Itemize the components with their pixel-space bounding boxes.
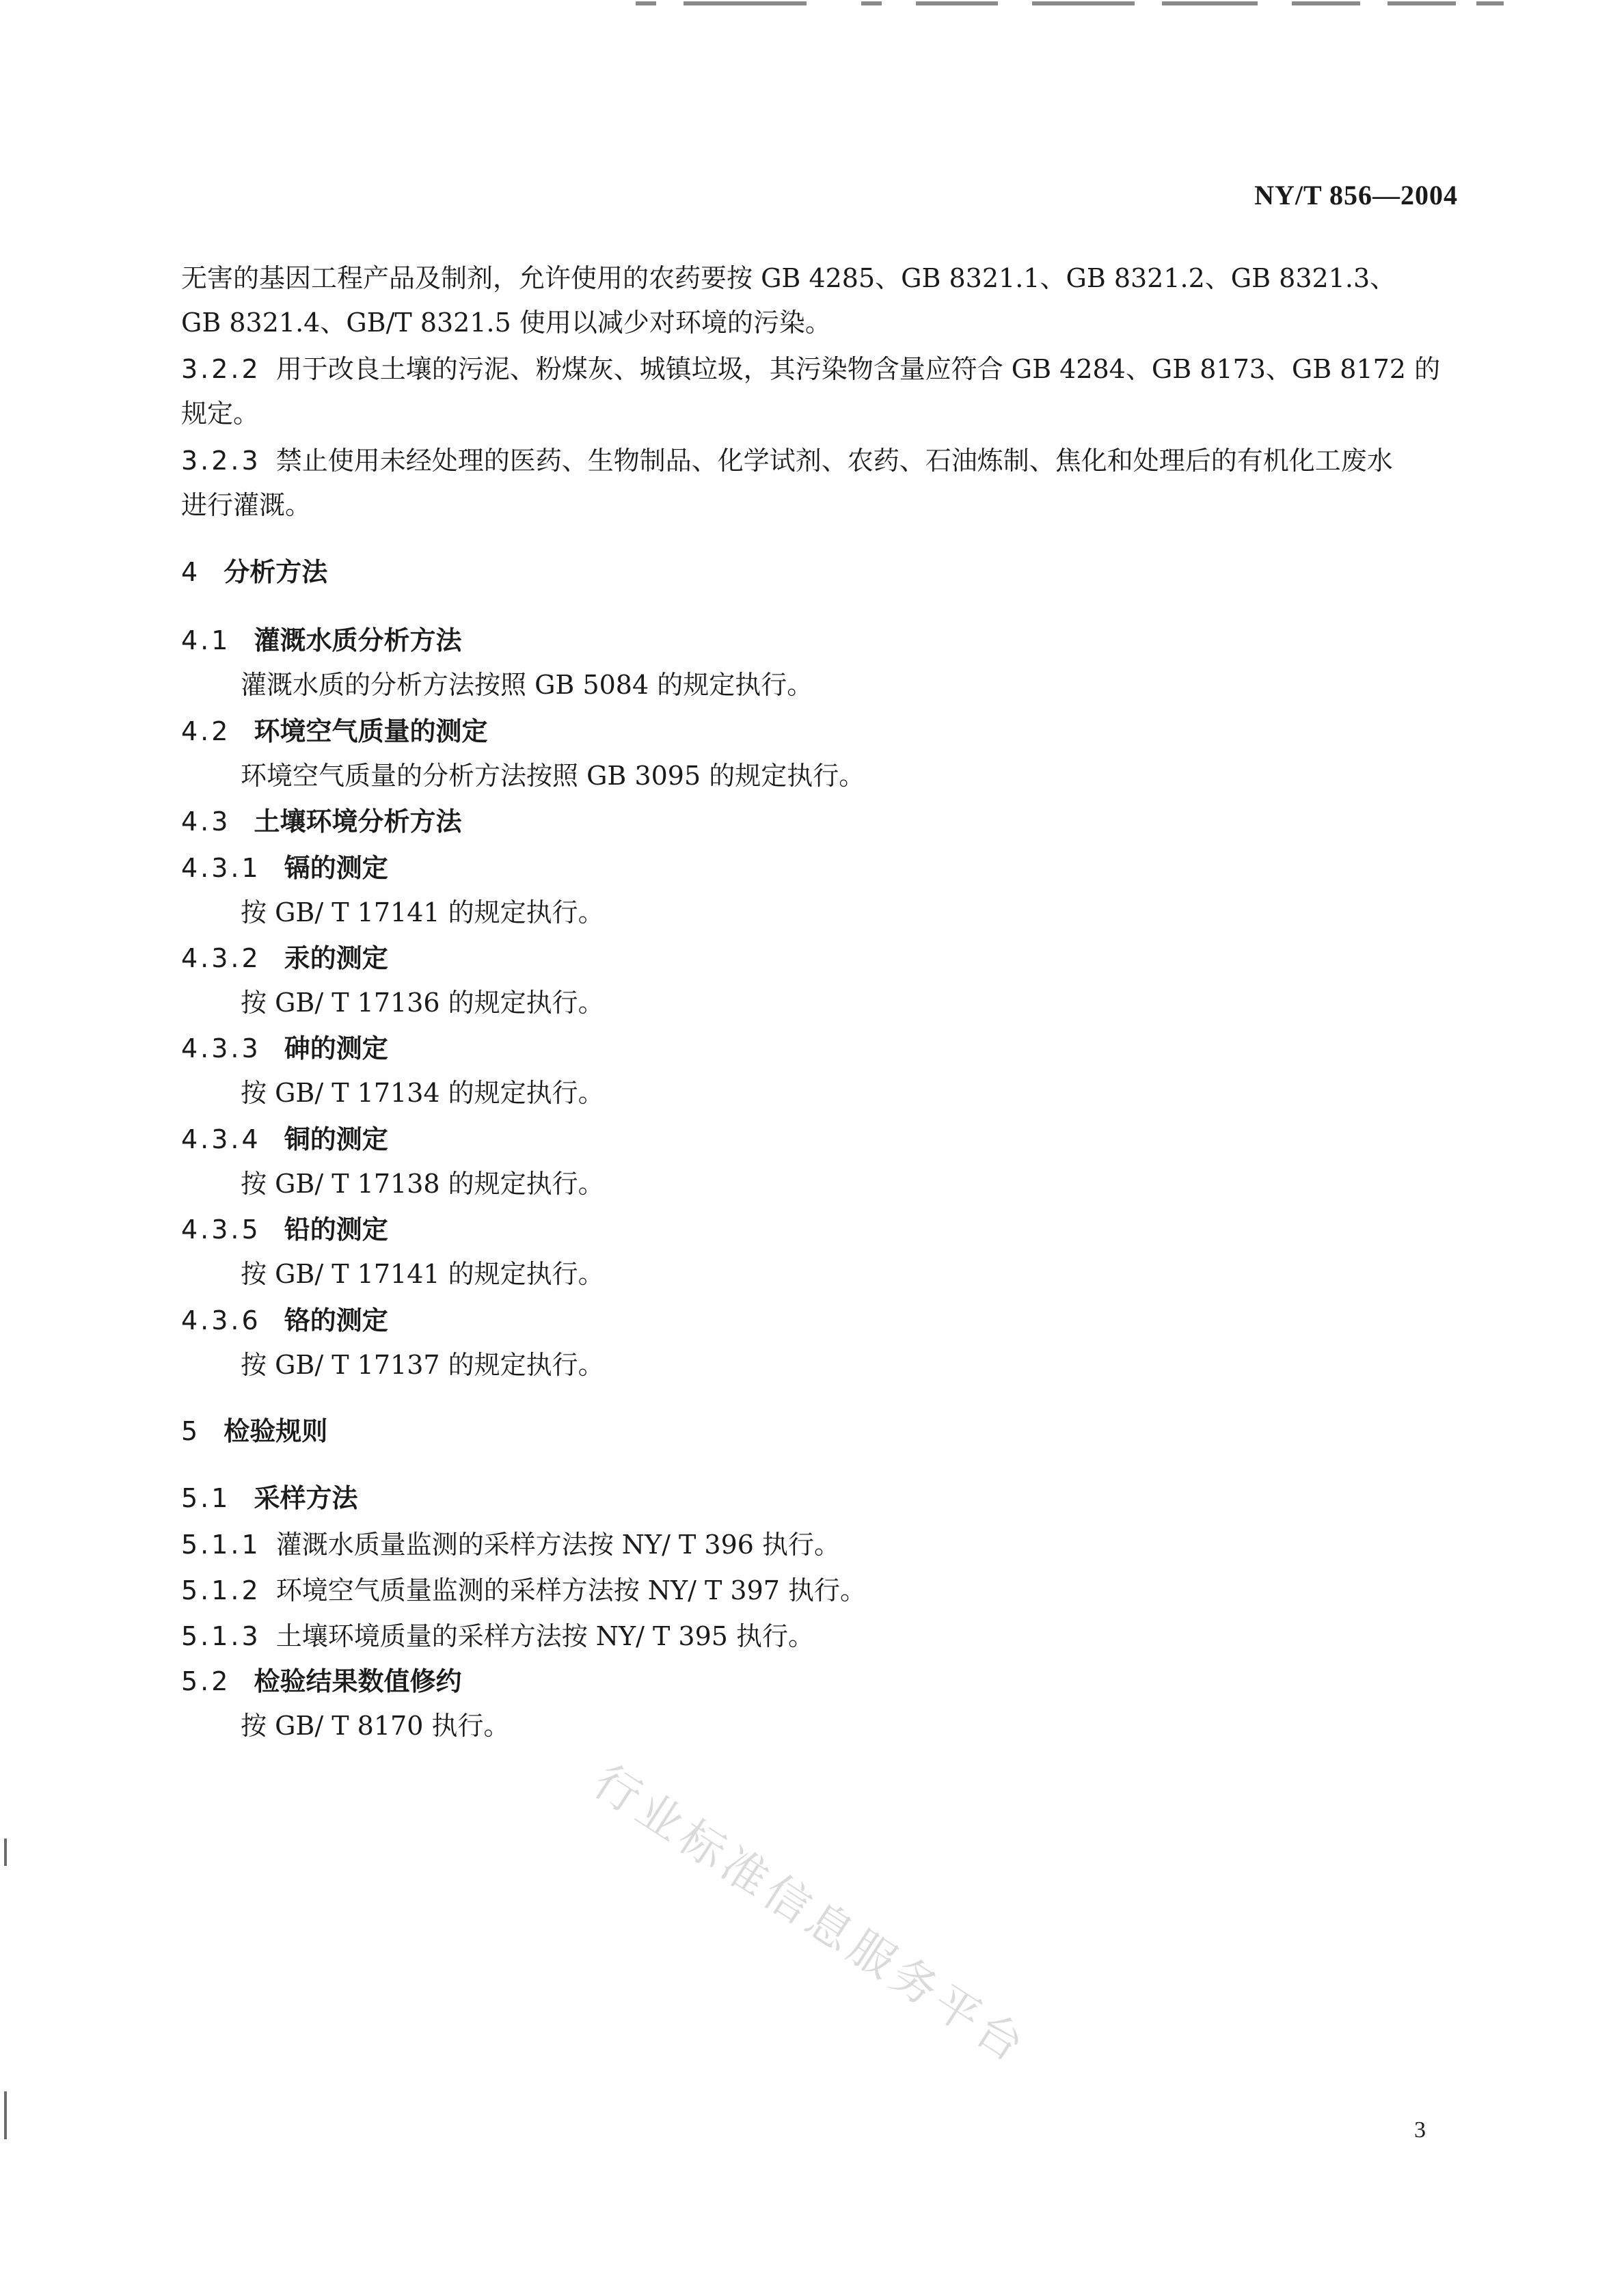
intro-line-2: GB 8321.4、GB/T 8321.5 使用以减少对环境的污染。: [181, 308, 831, 338]
clause-number: 5.1.2: [181, 1575, 261, 1605]
clause-text: 土壤环境质量的采样方法按 NY/ T 395 执行。: [275, 1621, 815, 1651]
section-number: 5.1: [181, 1483, 231, 1513]
section-number: 4.1: [181, 625, 231, 655]
section-number: 4.3.1: [181, 853, 261, 883]
section-5-1-heading: [181, 1476, 357, 1520]
section-4-1-heading: [181, 619, 461, 662]
clause-text: 禁止使用未经处理的医药、生物制品、化学试剂、农药、石油炼制、焦化和处理后的有机化工废水: [275, 446, 1393, 476]
section-number: 4: [181, 557, 201, 587]
section-4-3-6-body: 按 GB/ T 17137 的规定执行。: [241, 1350, 604, 1380]
section-5-heading: [181, 1409, 327, 1453]
clause-number: 3.2.2: [181, 354, 261, 384]
section-5-1-3-line: [181, 1614, 1466, 1658]
section-number: 4.3.2: [181, 943, 261, 973]
section-number: 4.3.4: [181, 1124, 261, 1154]
section-title: 铅的测定: [284, 1215, 388, 1245]
clause-3-2-3-line-2: 进行灌溉。: [181, 490, 312, 520]
section-4-1-body: 灌溉水质的分析方法按照 GB 5084 的规定执行。: [241, 670, 813, 700]
section-4-2-body: 环境空气质量的分析方法按照 GB 3095 的规定执行。: [241, 761, 865, 791]
section-4-3-6-heading: [181, 1299, 388, 1342]
section-4-3-3-body: 按 GB/ T 17134 的规定执行。: [241, 1078, 604, 1108]
section-4-3-1-heading: [181, 846, 388, 890]
section-title: 砷的测定: [284, 1033, 388, 1063]
section-4-3-2-heading: [181, 936, 388, 980]
section-number: 4.3.6: [181, 1305, 261, 1335]
section-title: 土壤环境分析方法: [254, 806, 462, 837]
section-title: 检验规则: [224, 1416, 328, 1446]
clause-3-2-3-line-1: [181, 439, 1466, 483]
clause-text: 用于改良土壤的污泥、粉煤灰、城镇垃圾，其污染物含量应符合 GB 4284、GB 8173、GB 8172 的: [275, 354, 1441, 384]
section-number: 5: [181, 1416, 201, 1446]
section-5-2-heading: [181, 1659, 461, 1703]
section-title: 分析方法: [224, 557, 328, 587]
clause-3-2-2-line-2: 规定。: [181, 398, 260, 429]
section-4-3-4-body: 按 GB/ T 17138 的规定执行。: [241, 1169, 604, 1199]
section-number: 4.3.5: [181, 1215, 261, 1245]
section-4-3-1-body: 按 GB/ T 17141 的规定执行。: [241, 897, 604, 927]
section-title: 镉的测定: [284, 853, 388, 883]
page-number: 3: [1414, 2117, 1426, 2143]
section-4-2-heading: [181, 709, 487, 753]
section-5-1-1-line: [181, 1523, 1466, 1567]
scan-top-marks: [636, 0, 1524, 10]
section-number: 4.3.3: [181, 1033, 261, 1063]
section-4-3-4-heading: [181, 1117, 388, 1161]
section-title: 采样方法: [254, 1483, 358, 1513]
section-number: 5.2: [181, 1666, 231, 1696]
scan-edge-mark: [4, 2091, 7, 2139]
clause-3-2-2-line-1: [181, 347, 1466, 391]
watermark: 行业标准信息服务平台: [584, 1754, 1038, 2075]
section-title: 汞的测定: [284, 943, 388, 973]
section-4-3-3-heading: [181, 1027, 388, 1070]
section-4-3-heading: [181, 800, 461, 843]
clause-text: 环境空气质量监测的采样方法按 NY/ T 397 执行。: [275, 1575, 867, 1605]
clause-number: 5.1.1: [181, 1530, 261, 1560]
section-4-3-2-body: 按 GB/ T 17136 的规定执行。: [241, 988, 604, 1018]
intro-line-1: 无害的基因工程产品及制剂，允许使用的农药要按 GB 4285、GB 8321.1、GB 8321.2、GB 8321.3、: [181, 263, 1396, 293]
clause-text: 灌溉水质量监测的采样方法按 NY/ T 396 执行。: [275, 1530, 841, 1560]
section-4-3-5-heading: [181, 1208, 388, 1251]
section-title: 铜的测定: [284, 1124, 388, 1154]
section-number: 4.3: [181, 806, 231, 837]
section-4-3-5-body: 按 GB/ T 17141 的规定执行。: [241, 1259, 604, 1289]
section-number: 4.2: [181, 716, 231, 746]
section-title: 检验结果数值修约: [254, 1666, 462, 1696]
section-title: 环境空气质量的测定: [254, 716, 488, 746]
section-title: 灌溉水质分析方法: [254, 625, 462, 655]
section-5-2-body: 按 GB/ T 8170 执行。: [241, 1711, 510, 1741]
clause-number: 5.1.3: [181, 1621, 261, 1651]
scan-edge-mark: [4, 1839, 7, 1866]
section-4-heading: [181, 550, 327, 594]
clause-number: 3.2.3: [181, 446, 261, 476]
section-title: 铬的测定: [284, 1305, 388, 1335]
section-5-1-2-line: [181, 1569, 1466, 1612]
standard-code: NY/T 856—2004: [1254, 180, 1458, 211]
